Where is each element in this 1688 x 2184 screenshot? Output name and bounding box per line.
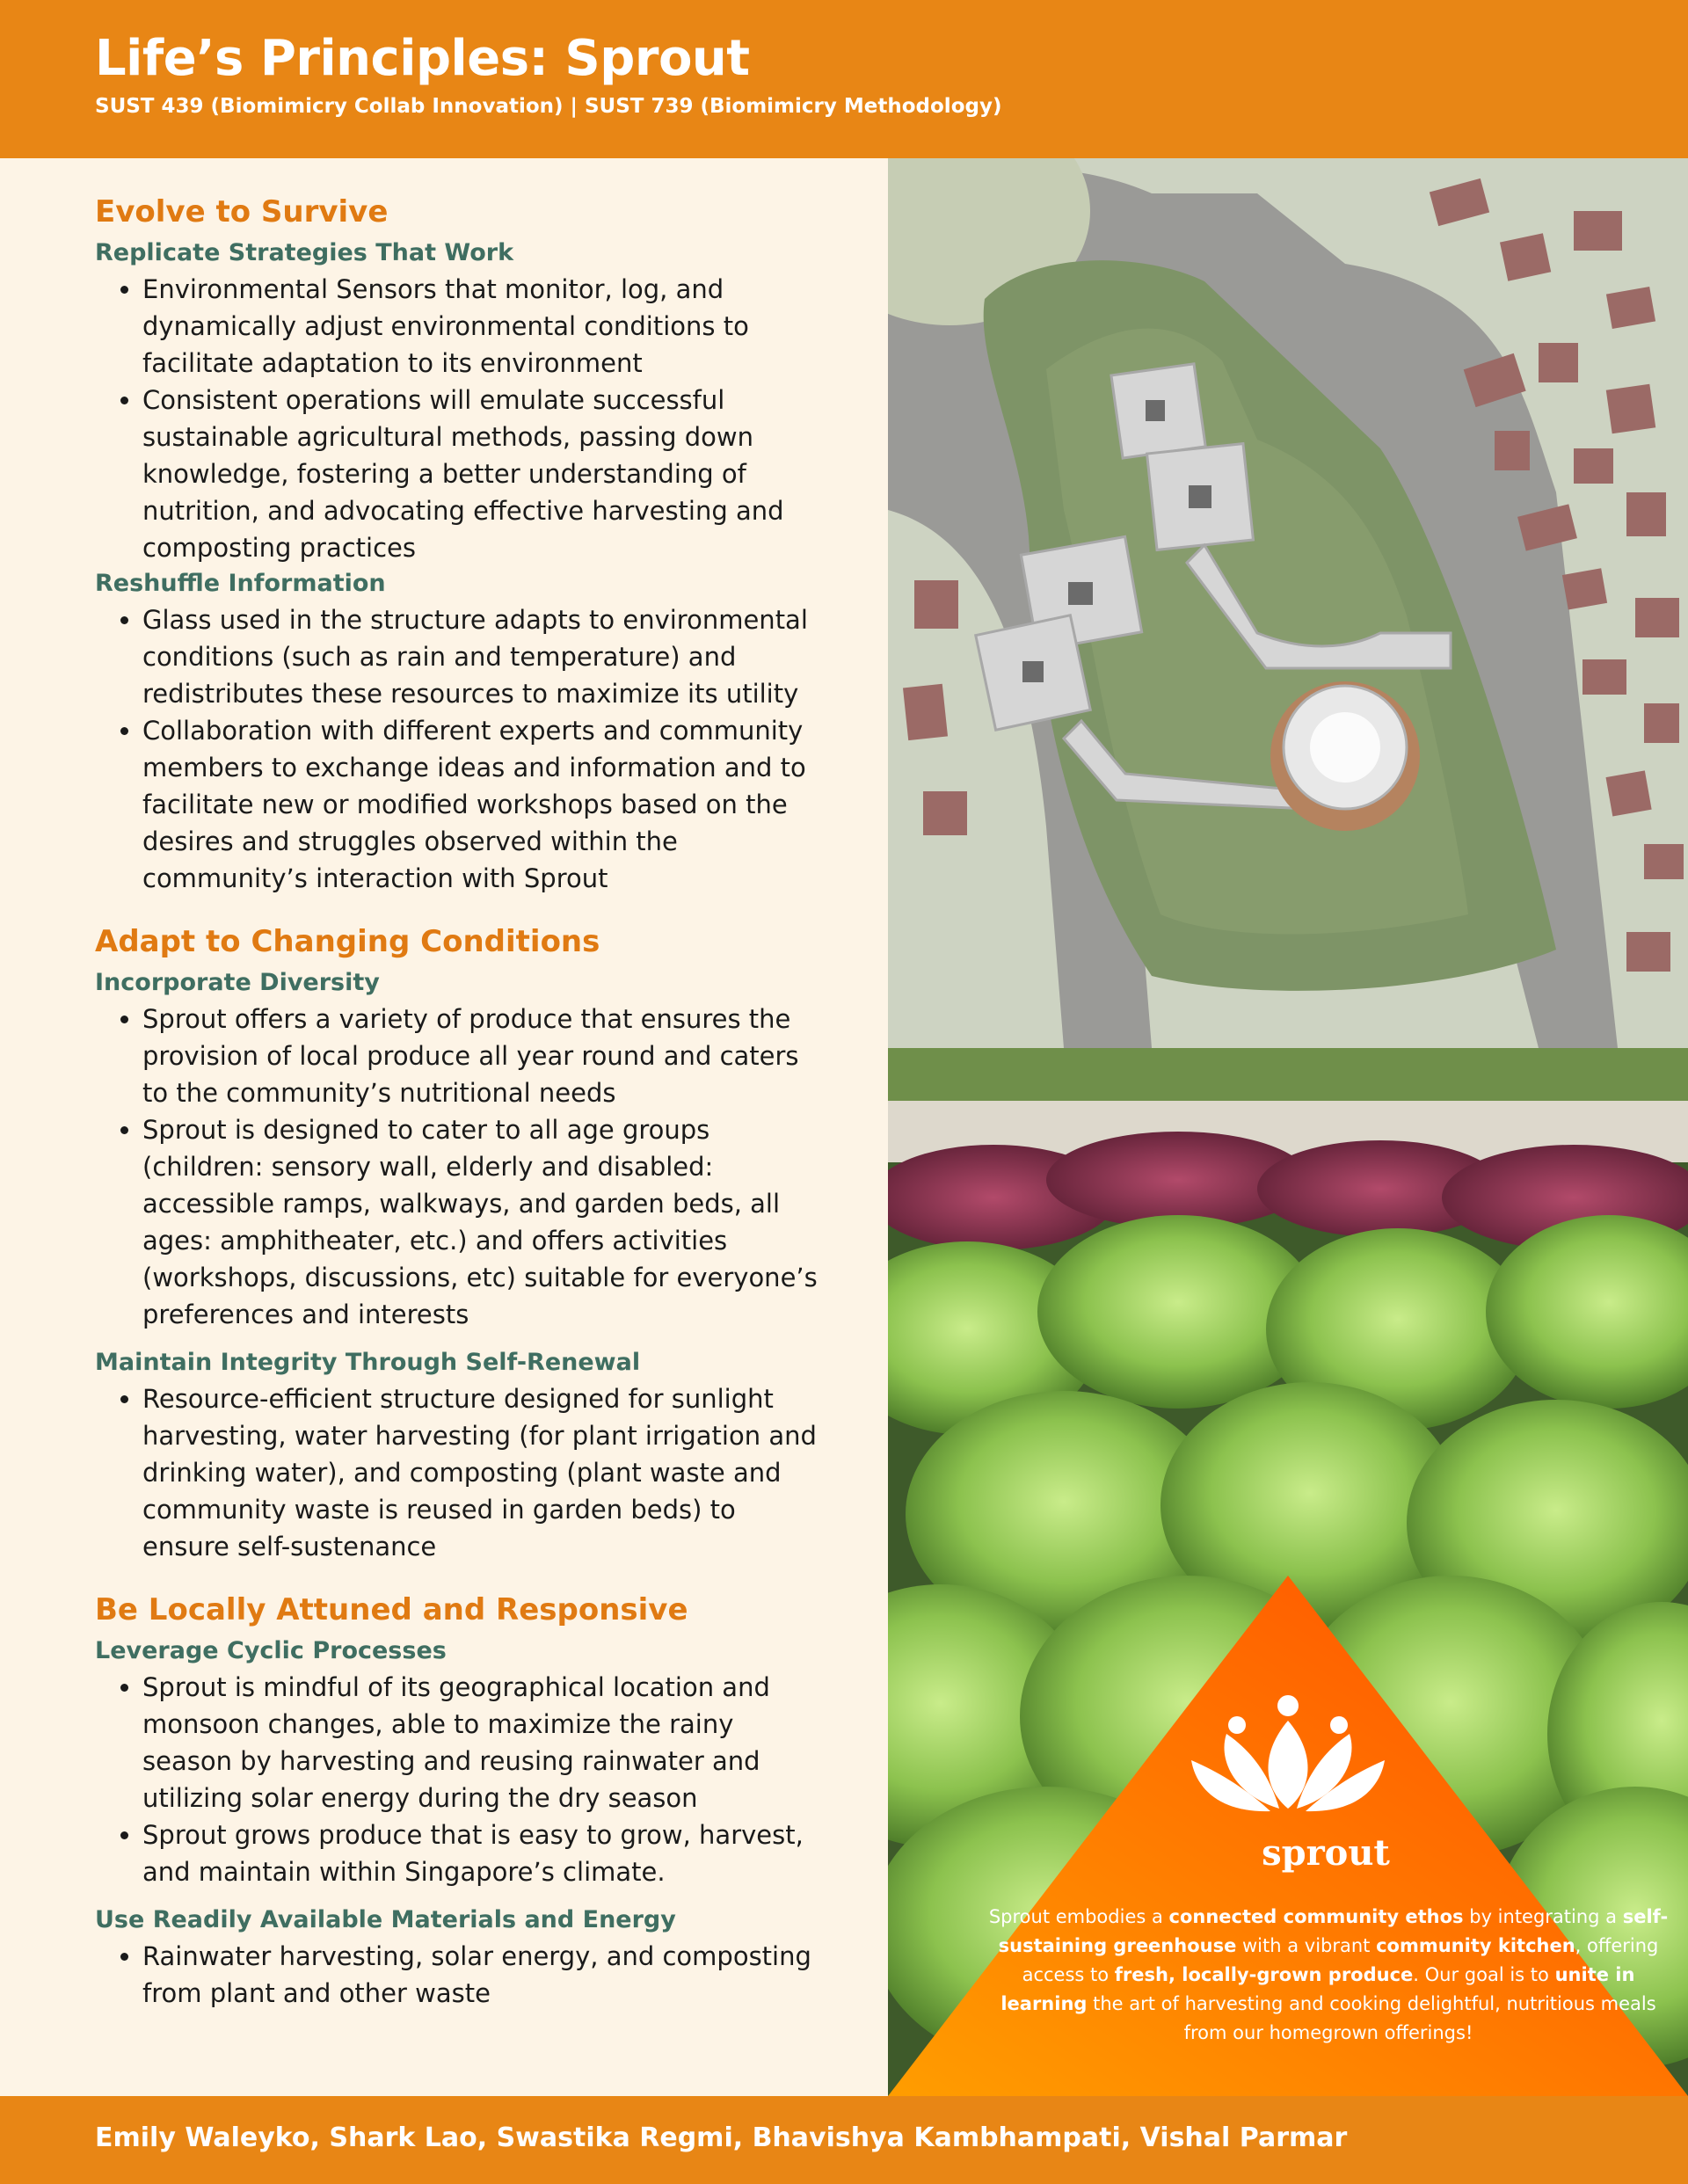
header-banner bbox=[0, 0, 1688, 158]
bullet-list bbox=[95, 1938, 825, 2012]
list-item: • Sprout grows produce that is easy to grow, harvest, and maintain within Singapore’s climate. bbox=[142, 1816, 825, 1890]
section-heading: Adapt to Changing Conditions bbox=[95, 924, 600, 959]
subsection-heading: Incorporate Diversity bbox=[95, 969, 380, 996]
subsection-heading: Maintain Integrity Through Self-Renewal bbox=[95, 1349, 641, 1376]
subsection-heading: Replicate Strategies That Work bbox=[95, 239, 514, 266]
bullet-list bbox=[95, 1380, 825, 1565]
list-item: • Rainwater harvesting, solar energy, and composting from plant and other waste bbox=[142, 1938, 825, 2012]
aerial-site-plan-image bbox=[888, 158, 1688, 1048]
page-subtitle: SUST 439 (Biomimicry Collab Innovation) | SUST 739 (Biomimicry Methodology) bbox=[95, 95, 1002, 118]
list-item: • Sprout offers a variety of produce that ensures the provision of local produce all year round and caters to the community’s nutritional needs bbox=[142, 1001, 825, 1111]
section-heading: Evolve to Survive bbox=[95, 194, 389, 229]
list-item: • Resource-efficient structure designed for sunlight harvesting, water harvesting (for plant irrigation and drinking water), and composting (plant waste and community waste is reused in garden beds) to ensure self-sustenance bbox=[142, 1380, 825, 1565]
list-item: • Environmental Sensors that monitor, log, and dynamically adjust environmental conditions to facilitate adaptation to its environment bbox=[142, 271, 825, 382]
subsection-heading: Reshuffle Information bbox=[95, 570, 386, 597]
list-item: • Glass used in the structure adapts to environmental conditions (such as rain and temperature) and redistributes these resources to maximize its utility bbox=[142, 601, 825, 712]
authors-list: Emily Waleyko, Shark Lao, Swastika Regmi, Bhavishya Kambhampati, Vishal Parmar bbox=[95, 2122, 1348, 2153]
page-title: Life’s Principles: Sprout bbox=[95, 30, 750, 87]
bullet-list bbox=[95, 271, 825, 566]
bullet-list bbox=[95, 1669, 825, 1890]
list-item: • Sprout is designed to cater to all age groups (children: sensory wall, elderly and disabled: accessible ramps, walkways, and garden beds, all ages: amphitheater, etc.) and offers activities (workshops, discussions, etc) suitable for everyone’s preferences and interests bbox=[142, 1111, 825, 1333]
principles-content bbox=[95, 192, 825, 2012]
subsection-heading: Use Readily Available Materials and Energy bbox=[95, 1906, 676, 1933]
footer-banner bbox=[0, 2096, 1688, 2184]
list-item: • Consistent operations will emulate successful sustainable agricultural methods, passing down knowledge, fostering a better understanding of nutrition, and advocating effective harvesting and composting practices bbox=[142, 382, 825, 566]
list-item: • Sprout is mindful of its geographical location and monsoon changes, able to maximize the rainy season by harvesting and reusing rainwater and utilizing solar energy during the dry season bbox=[142, 1669, 825, 1816]
list-item: • Collaboration with different experts and community members to exchange ideas and information and to facilitate new or modified workshops based on the desires and struggles observed within the community’s interaction with Sprout bbox=[142, 712, 825, 897]
sprout-logo-wordmark: sprout bbox=[1262, 1832, 1390, 1874]
section-heading: Be Locally Attuned and Responsive bbox=[95, 1592, 688, 1627]
bullet-list bbox=[95, 1001, 825, 1333]
bullet-list bbox=[95, 601, 825, 897]
sprout-description: Sprout embodies a connected community ethos by integrating a self-sustaining greenhouse with a vibrant community kitchen, offering access to fresh, locally-grown produce. Our goal is to unite in learning the art of harvesting and cooking delightful, nutritious meals from our homegrown offerings! bbox=[988, 1906, 1669, 2043]
subsection-heading: Leverage Cyclic Processes bbox=[95, 1637, 447, 1664]
